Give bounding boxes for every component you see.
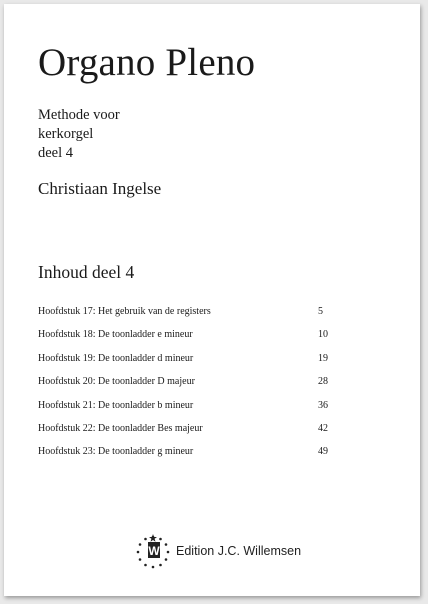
toc-entry <box>38 328 338 351</box>
toc-entry-page: 36 <box>318 399 328 411</box>
document-page <box>4 4 420 596</box>
toc-entry-page: 10 <box>318 329 328 341</box>
publisher-name: Edition J.C. Willemsen <box>176 544 302 558</box>
toc-entry <box>38 305 338 328</box>
subtitle-line: deel 4 <box>38 145 74 161</box>
publisher-block <box>134 532 314 570</box>
star-ring-w-logo-icon <box>134 532 172 570</box>
subtitle <box>38 106 120 163</box>
logo-letter: W <box>148 544 160 558</box>
logo-star <box>165 543 168 546</box>
logo-star <box>144 564 147 567</box>
logo-star <box>152 536 155 539</box>
toc-entry-label: Hoofdstuk 23: De toonladder g mineur <box>38 446 194 458</box>
toc-entry-page: 5 <box>318 306 323 317</box>
logo-star <box>159 564 162 567</box>
toc-entry-page: 19 <box>318 352 328 364</box>
toc-entry-label: Hoofdstuk 21: De toonladder b mineur <box>38 399 194 411</box>
toc-entry-label: Hoofdstuk 19: De toonladder d mineur <box>38 352 194 364</box>
toc-entry <box>38 445 338 468</box>
toc-entry-page: 49 <box>318 446 328 458</box>
logo-star <box>144 538 147 541</box>
toc-entry-page: 42 <box>318 422 328 434</box>
logo-star <box>167 551 170 554</box>
logo-star <box>139 558 142 561</box>
logo-star <box>139 543 142 546</box>
toc-entry <box>38 352 338 375</box>
logo-star <box>152 566 155 569</box>
subtitle-line: kerkorgel <box>38 126 94 142</box>
toc-entry <box>38 399 338 422</box>
table-of-contents <box>38 305 338 469</box>
toc-entry-label: Hoofdstuk 22: De toonladder Bes majeur <box>38 422 203 434</box>
document-title: Organo Pleno <box>38 41 256 84</box>
toc-entry-page: 28 <box>318 376 328 388</box>
logo-star <box>159 538 162 541</box>
author-name: Christiaan Ingelse <box>38 179 162 198</box>
toc-entry-label: Hoofdstuk 18: De toonladder e mineur <box>38 329 193 341</box>
toc-entry <box>38 375 338 398</box>
logo-star <box>137 551 140 554</box>
toc-entry-label: Hoofdstuk 20: De toonladder D majeur <box>38 376 195 388</box>
logo-star <box>165 558 168 561</box>
toc-entry <box>38 422 338 445</box>
contents-heading: Inhoud deel 4 <box>38 262 135 282</box>
toc-entry-label: Hoofdstuk 17: Het gebruik van de registers <box>38 306 211 317</box>
subtitle-line: Methode voor <box>38 107 120 123</box>
